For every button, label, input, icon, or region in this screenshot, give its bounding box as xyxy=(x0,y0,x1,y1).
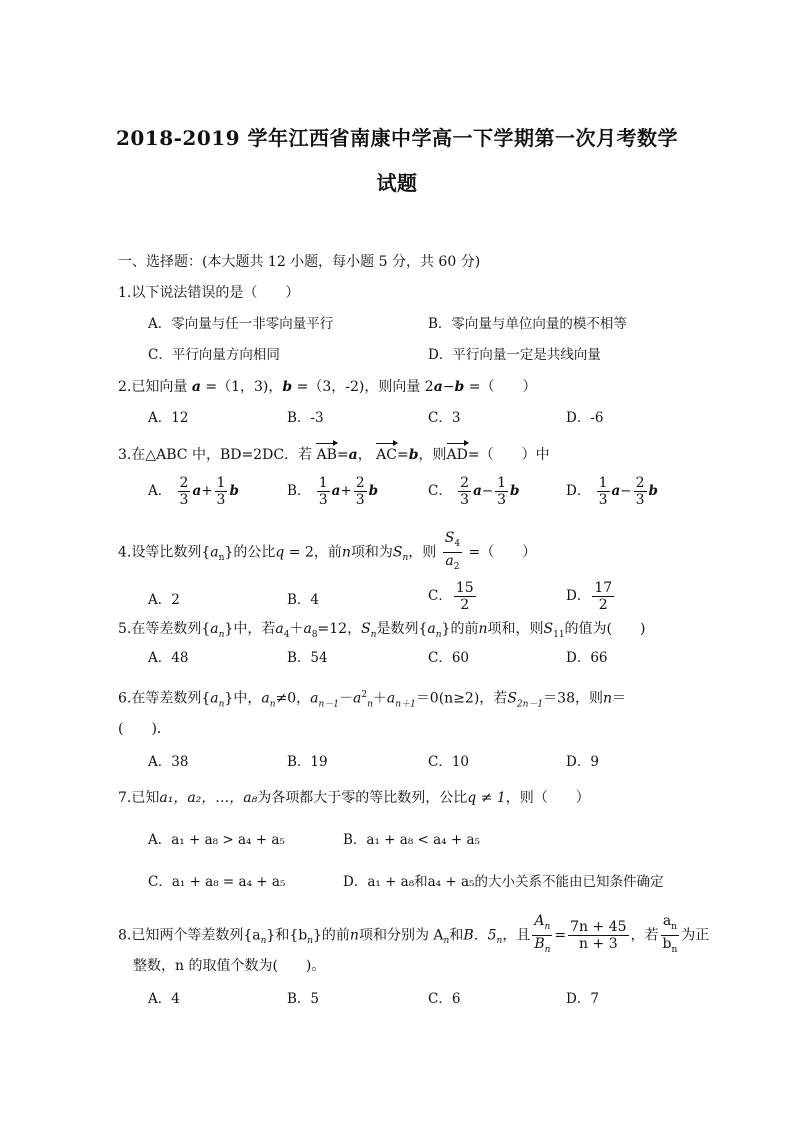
q3-b-frac2: $\frac{2}{3}$ xyxy=(355,475,365,508)
question-1-option-a: A．零向量与任一非零向量平行 xyxy=(148,316,334,332)
question-6-option-d: D．9 xyxy=(566,754,599,770)
q3-sep: ， xyxy=(357,447,372,463)
q4-q: q xyxy=(275,544,285,561)
q3-d-frac2: $\frac{2}{3}$ xyxy=(635,475,645,508)
q3-vector-ac: AC xyxy=(376,447,397,463)
question-7-option-c: C．a₁ + a₈ = a₄ + a₅ xyxy=(148,874,286,890)
question-4-option-c: C． $\frac{15}{2}$ xyxy=(428,580,474,613)
q8-fraction-ab: $\frac{A_n}{B_n}$ xyxy=(534,913,551,955)
question-4-option-b: B．4 xyxy=(287,592,320,608)
question-6-option-c: C．10 xyxy=(428,754,470,770)
q3-b: b xyxy=(408,447,419,463)
q3-vector-ab: AB xyxy=(316,447,337,463)
section-heading: 一、选择题：(本大题共 12 小题，每小题 5 分，共 60 分) xyxy=(118,254,481,270)
q3-c-label: C． xyxy=(428,483,452,499)
q2-minus: − xyxy=(442,379,455,395)
question-3-option-b: B． $\frac{1}{3}$ a+ $\frac{2}{3}$ b xyxy=(287,475,379,508)
question-2-option-b: B．-3 xyxy=(287,410,324,426)
q3-prefix: 3.在△ABC 中，BD=2DC．若 xyxy=(118,447,313,463)
question-6-option-a: A．38 xyxy=(148,754,189,770)
q2-vector-b: b xyxy=(282,379,293,395)
q2-mid1: =（1，3)， xyxy=(200,379,283,395)
q4-prefix: 4.设等比数列{ xyxy=(118,544,211,561)
q3-eq-b: = xyxy=(396,447,409,463)
question-3-stem xyxy=(118,445,550,465)
q7-condition: q ≠ 1 xyxy=(467,790,506,806)
q4-c-fraction: $\frac{15}{2}$ xyxy=(455,580,474,613)
question-5-option-b: B．54 xyxy=(287,650,328,666)
q3-b-label: B． xyxy=(287,483,311,499)
exam-title-line1: 2018-2019 学年江西省南康中学高一下学期第一次月考数学 xyxy=(115,126,679,150)
q3-c-frac2: $\frac{1}{3}$ xyxy=(497,475,507,508)
question-7-stem: 7.已知a₁，a₂，…，a₈为各项都大于零的等比数列，公比q ≠ 1，则（ ） xyxy=(118,790,590,806)
q3-eq-a: = xyxy=(336,447,349,463)
question-1-option-c: C．平行向量方向相同 xyxy=(148,347,280,363)
q3-b-frac1: $\frac{1}{3}$ xyxy=(318,475,328,508)
question-4-option-a: A．2 xyxy=(148,592,180,608)
q3-d-frac1: $\frac{1}{3}$ xyxy=(598,475,608,508)
q3-a-frac2: $\frac{1}{3}$ xyxy=(216,475,226,508)
question-7-option-b: B．a₁ + a₈ < a₄ + a₅ xyxy=(343,832,480,848)
question-8-stem-line2: 整数，n 的取值个数为( )。 xyxy=(133,958,326,974)
question-6-option-b: B．19 xyxy=(287,754,328,770)
q4-fraction: $\frac{S_4}{a_2}$ xyxy=(444,530,461,572)
question-3-option-d: D． $\frac{1}{3}$ a− $\frac{2}{3}$ b xyxy=(566,475,658,508)
question-7-option-a: A．a₁ + a₈ > a₄ + a₅ xyxy=(148,832,285,848)
question-5-option-d: D．66 xyxy=(566,650,608,666)
question-1-stem: 1.以下说法错误的是（ ） xyxy=(118,285,300,301)
question-5-stem: 5.在等差数列$\{a_n\}$中，若$a_4+a_8=12$，$S_n$是数列$\{a_n\}$的前n项和，则$S_{11}$的值为( ) xyxy=(118,621,646,640)
q4-tail: =（ ） xyxy=(464,544,537,561)
question-8-option-c: C．6 xyxy=(428,991,461,1007)
question-5-option-a: A．48 xyxy=(148,650,189,666)
q4-d-fraction: $\frac{17}{2}$ xyxy=(594,580,613,613)
question-8-option-d: D．7 xyxy=(566,991,599,1007)
q7-sequence: a₁，a₂，…，a₈ xyxy=(159,790,258,806)
q3-vector-ad: AD xyxy=(446,447,468,463)
q3-tail: =（ ）中 xyxy=(467,447,550,463)
question-2-stem xyxy=(118,377,537,397)
question-3-option-a: A． $\frac{2}{3}$ a+ $\frac{1}{3}$ b xyxy=(148,475,239,508)
question-8-stem: 8.已知两个等差数列$\{a_n\}$和$\{b_n\}$的前n项和分别为 $A_n$和B．$5_n$，且 $\frac{A_n}{B_n}$ = $\frac{7n + 45}{n + 3}$ ，若 $\frac{a_n}{b_n}$ 为正 xyxy=(118,913,709,958)
q8-fraction-expr: $\frac{7n + 45}{n + 3}$ xyxy=(570,918,627,952)
question-8-option-b: B．5 xyxy=(287,991,320,1007)
q3-a: a xyxy=(348,447,358,463)
question-6-stem-line2: ( )． xyxy=(118,721,171,737)
exam-title-line2: 试题 xyxy=(376,171,418,195)
question-3-option-c: C． $\frac{2}{3}$ a− $\frac{1}{3}$ b xyxy=(428,475,520,508)
q3-mid: ，则 xyxy=(418,447,447,463)
question-2-option-c: C．3 xyxy=(428,410,461,426)
q3-a-frac1: $\frac{2}{3}$ xyxy=(179,475,189,508)
question-2-option-d: D．-6 xyxy=(566,410,604,426)
question-2-option-a: A．12 xyxy=(148,410,189,426)
question-1-option-b: B．零向量与单位向量的模不相等 xyxy=(428,316,627,332)
question-4-option-d: D． $\frac{17}{2}$ xyxy=(566,580,613,613)
q2-vector-a2: a xyxy=(433,379,443,395)
q2-prefix: 2.已知向量 xyxy=(118,379,188,395)
q4-an: a xyxy=(210,544,219,561)
q2-mid2: =（3，-2)，则向量 2 xyxy=(292,379,434,395)
q3-d-label: D． xyxy=(566,483,591,499)
q3-a-label: A． xyxy=(148,483,172,499)
q2-vector-a: a xyxy=(191,379,201,395)
q3-c-frac1: $\frac{2}{3}$ xyxy=(460,475,470,508)
q2-tail: =（ ） xyxy=(464,379,537,395)
question-5-option-c: C．60 xyxy=(428,650,470,666)
question-1-option-d: D．平行向量一定是共线向量 xyxy=(428,347,601,363)
question-6-stem: 6.在等差数列$\{a_n\}$中，$a_n\ne 0$，$a_{n-1}-a^2_n+a_{n+1}=0(n\ge 2)$，若$S_{2n-1}=38$，则n＝ xyxy=(118,690,627,710)
q8-fraction-ratio: $\frac{a_n}{b_n}$ xyxy=(662,913,678,955)
question-7-option-d: D．a₁ + a₈和a₄ + a₅的大小关系不能由已知条件确定 xyxy=(343,874,664,890)
question-4-stem: 4.设等比数列$\{a_n\}$的公比q = 2，前n项和为$S_n$，则 $\frac{S_4}{a_2}$ =（ ） xyxy=(118,530,536,575)
question-8-option-a: A．4 xyxy=(148,991,180,1007)
q2-vector-b2: b xyxy=(454,379,465,395)
